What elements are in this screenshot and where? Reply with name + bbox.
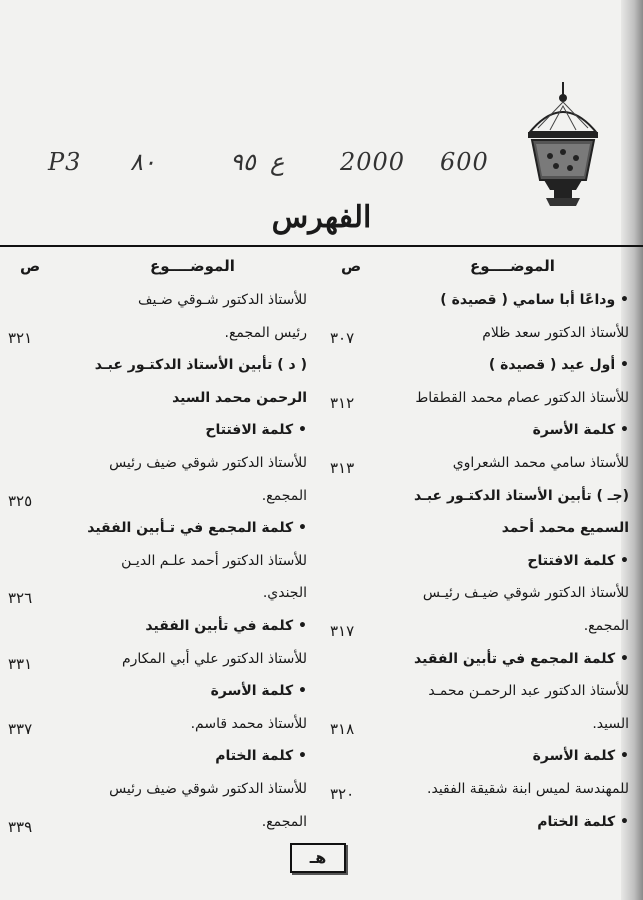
toc-entry: للأستاذ سامي محمد الشعراوي xyxy=(452,455,629,471)
toc-entry: للأستاذ الدكتور شـوقي ضـيف xyxy=(138,292,307,308)
toc-heading: ( د ) تأبين الأستاذ الدكتـور عبـد xyxy=(94,357,307,373)
toc-entry: الجندي. xyxy=(262,585,307,601)
page-edge-shadow xyxy=(621,0,643,900)
toc-entry: للأستاذ محمد قاسم. xyxy=(190,716,307,732)
toc-entry: المجمع. xyxy=(583,618,629,634)
toc-entry: رئيس المجمع. xyxy=(224,325,307,341)
toc-heading: • كلمة المجمع في تـأبين الفقيد xyxy=(87,520,307,536)
toc-entry: المجمع. xyxy=(261,488,307,504)
left-topic-header: الموضــــوع xyxy=(150,257,235,275)
academy-emblem-icon xyxy=(520,80,606,210)
right-topic-header: الموضــــوع xyxy=(470,257,555,275)
right-page-header: ص xyxy=(341,257,362,275)
toc-entry: للأستاذ الدكتور شوقي ضيف رئيس xyxy=(109,455,307,471)
handwritten-mark: ٩٥ xyxy=(230,148,256,176)
handwritten-mark: ٨٠ xyxy=(130,148,156,176)
handwritten-mark: P3 xyxy=(48,148,82,176)
toc-heading: السميع محمد أحمد xyxy=(501,520,629,536)
toc-heading: (جـ ) تأبين الأستاذ الدكتـور عبـد xyxy=(413,488,629,504)
toc-page-number: ٣٢٦ xyxy=(8,589,33,607)
toc-entry: للأستاذ الدكتور عصام محمد القطقاط xyxy=(415,390,629,406)
toc-page-number: ٣٣٧ xyxy=(8,720,33,738)
toc-heading: • كلمة الأسرة xyxy=(210,683,307,699)
handwritten-mark: 2000 xyxy=(340,148,406,176)
toc-page-number: ٣١٧ xyxy=(330,622,355,640)
toc-heading: • أول عيد ( قصيدة ) xyxy=(488,357,629,373)
toc-page-number: ٣٠٧ xyxy=(330,329,355,347)
toc-heading: • كلمة في تأبين الفقيد xyxy=(145,618,307,634)
toc-entry: للأستاذ الدكتور عبد الرحمـن محمـد xyxy=(428,683,629,699)
toc-entry: للأستاذ الدكتور أحمد علـم الديـن xyxy=(121,553,307,569)
toc-page-number: ٣٣٩ xyxy=(8,818,33,836)
toc-entry: المجمع. xyxy=(261,814,307,830)
toc-page-number: ٣١٨ xyxy=(330,720,355,738)
toc-entry: للأستاذ الدكتور علي أبي المكارم xyxy=(121,651,307,667)
toc-heading: • كلمة الأسرة xyxy=(532,422,629,438)
toc-page-number: ٣٢٠ xyxy=(330,785,355,803)
toc-heading: • كلمة الختام xyxy=(215,748,307,764)
toc-entry: للأستاذ الدكتور شوقي ضيـف رئيـس xyxy=(422,585,629,601)
toc-heading: • كلمة الافتتاح xyxy=(527,553,629,569)
toc-heading: • كلمة الأسرة xyxy=(532,748,629,764)
toc-page-number: ٣٢١ xyxy=(8,329,33,347)
handwritten-mark: 600 xyxy=(440,148,489,176)
page-title: الفهرس xyxy=(271,200,372,235)
handwritten-mark: ع xyxy=(270,148,285,176)
toc-heading: • كلمة المجمع في تأبين الفقيد xyxy=(414,651,629,667)
toc-page-number: ٣٣١ xyxy=(8,655,33,673)
toc-page-number: ٣٢٥ xyxy=(8,492,33,510)
toc-entry: للأستاذ الدكتور شوقي ضيف رئيس xyxy=(109,781,307,797)
toc-page-number: ٣١٢ xyxy=(330,394,355,412)
toc-heading: • كلمة الختام xyxy=(537,814,629,830)
toc-page-number: ٣١٣ xyxy=(330,459,355,477)
toc-heading: • كلمة الافتتاح xyxy=(205,422,307,438)
toc-entry: السيد. xyxy=(592,716,629,732)
page-number-box: هـ xyxy=(290,843,346,873)
toc-entry: للأستاذ الدكتور سعد ظلام xyxy=(482,325,629,341)
toc-heading: الرحمن محمد السيد xyxy=(172,390,307,406)
toc-heading: • وداعًا أبا سامي ( قصيدة ) xyxy=(440,292,629,308)
title-divider xyxy=(0,245,643,247)
toc-entry: للمهندسة لميس ابنة شقيقة الفقيد. xyxy=(427,781,629,797)
left-page-header: ص xyxy=(20,257,41,275)
